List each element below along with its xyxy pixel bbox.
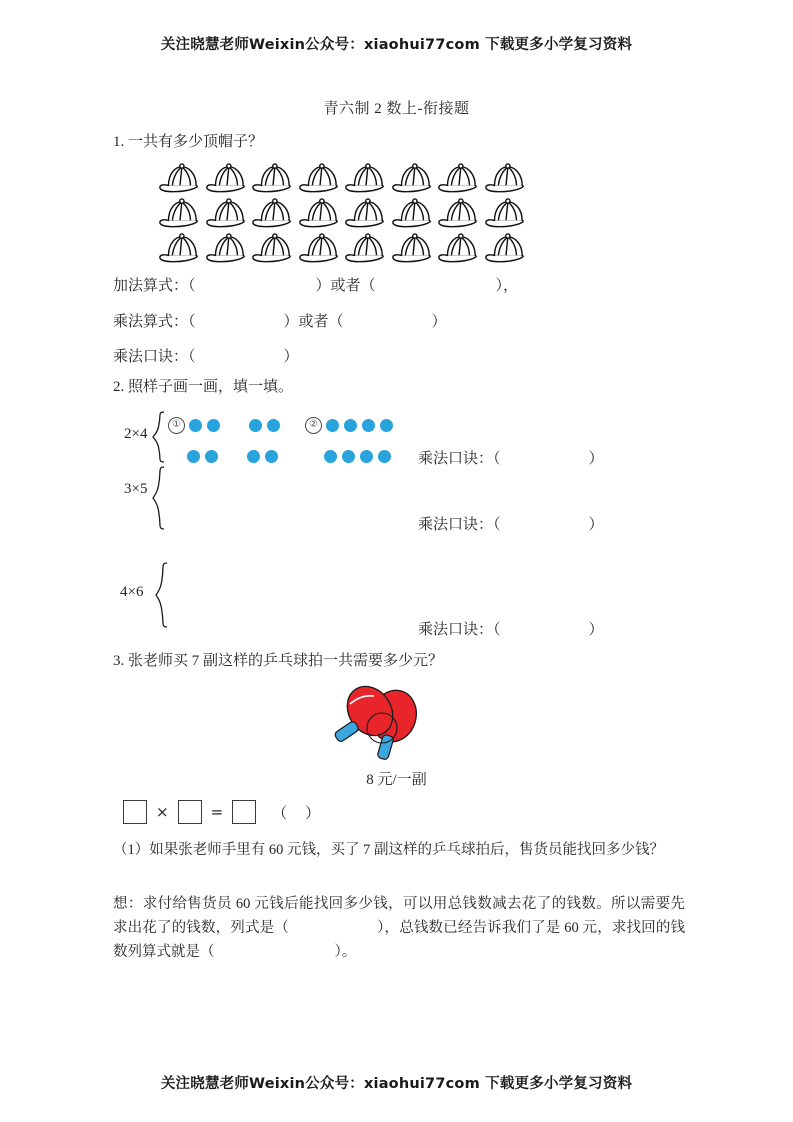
- paren-open: （: [272, 805, 306, 822]
- hat-icon: [250, 233, 294, 266]
- q2-dots-2x4-arrangement-2: [305, 414, 393, 467]
- q1-addition-label: 加法算式：: [113, 278, 189, 294]
- q2-formula-close: ）: [588, 622, 604, 638]
- brace-3x5: [152, 466, 166, 530]
- q2-formula-label: 乘法口诀：（: [418, 517, 501, 533]
- q1-addition-mid: ）或者（: [315, 278, 376, 294]
- q2-formula-label: 乘法口诀：（: [418, 622, 501, 638]
- dot-row: [305, 414, 393, 436]
- dot: [326, 419, 339, 432]
- dot-row: [168, 414, 280, 436]
- page-title: 青六制 2 数上-衔接题: [323, 101, 470, 117]
- hat-icon: [297, 163, 341, 196]
- dot: [344, 419, 357, 432]
- dot: [205, 450, 218, 463]
- arrangement-marker-1: ①: [168, 417, 185, 434]
- hat-icon: [343, 198, 387, 231]
- q2-formula-blank-3: [418, 618, 604, 639]
- hat-row: [157, 163, 527, 198]
- multiply-operator: ×: [156, 803, 169, 821]
- hat-figure-grid: [157, 163, 527, 268]
- q1-formula-end: ）: [283, 349, 299, 365]
- dot: [362, 419, 375, 432]
- hat-icon: [250, 198, 294, 231]
- equation-box-3[interactable]: [232, 800, 256, 824]
- dot: [249, 419, 262, 432]
- q2-expression-3x5: 3×5: [124, 481, 148, 497]
- hat-icon: [390, 198, 434, 231]
- q2-formula-label: 乘法口诀：（: [418, 451, 501, 467]
- dot-row: [305, 445, 393, 467]
- q1-addition-end: ），: [495, 278, 519, 294]
- thinking-text-part-3: ）。: [334, 944, 357, 960]
- dot-row: [168, 445, 280, 467]
- hat-icon: [297, 233, 341, 266]
- q3-box-equation: [123, 800, 320, 824]
- dot: [247, 450, 260, 463]
- q3-sub-question-1: （1）如果张老师手里有 60 元钱，买了 7 副这样的乒乓球拍后，售货员能找回多少钱？: [113, 842, 664, 858]
- price-label: 8 元/一副: [366, 772, 427, 788]
- q2-formula-blank-1: [418, 447, 604, 468]
- dot: [189, 419, 202, 432]
- q1-multiplication-line: [113, 310, 447, 335]
- paren-open: （: [188, 278, 196, 294]
- dot: [380, 419, 393, 432]
- hat-icon: [483, 233, 527, 266]
- q1-formula-label: 乘法口诀：: [113, 349, 189, 365]
- q1-formula-line: [113, 345, 299, 370]
- q2-formula-close: ）: [588, 517, 604, 533]
- hat-icon: [250, 163, 294, 196]
- hat-icon: [436, 163, 480, 196]
- dot: [342, 450, 355, 463]
- paren-open: （: [188, 349, 196, 365]
- hat-icon: [343, 233, 387, 266]
- dot: [187, 450, 200, 463]
- dot: [378, 450, 391, 463]
- hat-icon: [204, 198, 248, 231]
- hat-icon: [297, 198, 341, 231]
- hat-icon: [483, 198, 527, 231]
- hat-icon: [204, 233, 248, 266]
- footer-watermark: 关注晓慧老师Weixin公众号：xiaohui77com 下载更多小学复习资料: [160, 1076, 633, 1092]
- equation-box-2[interactable]: [178, 800, 202, 824]
- dot: [324, 450, 337, 463]
- q1-multiplication-label: 乘法算式：: [113, 314, 189, 330]
- hat-row: [157, 233, 527, 268]
- hat-icon: [390, 233, 434, 266]
- dot: [360, 450, 373, 463]
- q2-formula-close: ）: [588, 451, 604, 467]
- header-watermark: 关注晓慧老师Weixin公众号：xiaohui77com 下载更多小学复习资料: [160, 37, 633, 53]
- brace-2x4: [152, 411, 166, 463]
- q1-addition-line: [113, 274, 518, 299]
- question-3-prompt: 3. 张老师买 7 副这样的乒乓球拍一共需要多少元？: [113, 653, 444, 669]
- hat-icon: [204, 163, 248, 196]
- hat-icon: [157, 233, 201, 266]
- thinking-text-part-2: ），总钱数已经告诉我们了是 60 元，求找回的钱数列算式就是（: [113, 920, 686, 960]
- question-2-prompt: 2. 照样子画一画，填一填。: [113, 379, 294, 395]
- q1-multiplication-mid: ）或者（: [283, 314, 344, 330]
- q2-formula-blank-2: [418, 513, 604, 534]
- ping-pong-paddles-icon: [330, 683, 430, 763]
- arrangement-marker-2: ②: [305, 417, 322, 434]
- brace-4x6: [155, 562, 169, 628]
- dot: [267, 419, 280, 432]
- hat-row: [157, 198, 527, 233]
- hat-icon: [157, 198, 201, 231]
- hat-icon: [157, 163, 201, 196]
- q1-multiplication-end: ）: [431, 314, 447, 330]
- dot: [207, 419, 220, 432]
- hat-icon: [343, 163, 387, 196]
- q2-dots-2x4-arrangement-1: [168, 414, 280, 467]
- hat-icon: [436, 198, 480, 231]
- hat-icon: [483, 163, 527, 196]
- q2-expression-2x4: 2×4: [124, 426, 148, 442]
- paren-close: ）: [305, 805, 321, 822]
- paren-open: （: [188, 314, 196, 330]
- q3-thinking-paragraph: [113, 892, 685, 964]
- dot: [265, 450, 278, 463]
- hat-icon: [390, 163, 434, 196]
- hat-icon: [436, 233, 480, 266]
- equation-box-1[interactable]: [123, 800, 147, 824]
- q2-expression-4x6: 4×6: [120, 584, 144, 600]
- thinking-text-part-1: 想：求付给售货员 60 元钱后能找回多少钱，可以用总钱数减去花了的钱数。所以需要先求出花了的钱数，列式是（: [113, 896, 685, 936]
- equals-operator: =: [210, 803, 224, 821]
- question-1-prompt: 1. 一共有多少顶帽子？: [113, 134, 264, 150]
